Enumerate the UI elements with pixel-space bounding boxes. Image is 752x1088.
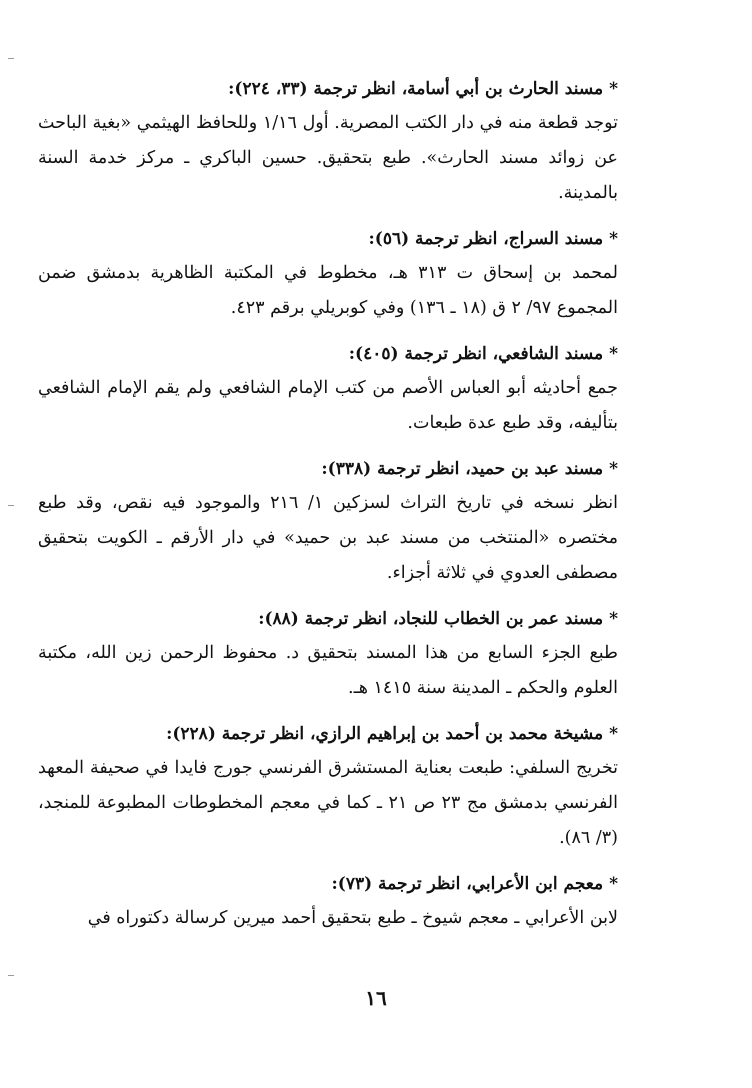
entry-musnad-al-harith [38,72,618,211]
entry-heading: مسند الشافعي، انظر ترجمة (٤٠٥): [348,344,604,364]
entry-body [38,901,618,936]
entry-musnad-umar [38,602,618,706]
entry-title [38,602,618,636]
entry-mashyakha-al-razi [38,717,618,856]
entry-musnad-abd-bin-humaid [38,452,618,591]
page-number: ١٦ [365,986,387,1010]
entry-body [38,106,618,211]
entry-bullet: * [609,874,618,894]
entry-text: جمع أحاديثه أبو العباس الأصم من كتب الإمام الشافعي ولم يقم الإمام الشافعي بتأليفه، وقد طبع عدة طبعات. [38,378,618,433]
entry-title [38,337,618,371]
entry-mujam-ibn-al-arabi [38,867,618,936]
entry-title [38,222,618,256]
entry-body [38,636,618,706]
entry-heading: مسند السراج، انظر ترجمة (٥٦): [368,229,604,249]
entry-bullet: * [609,724,618,744]
entry-musnad-al-sarraj [38,222,618,326]
entry-heading: مسند الحارث بن أبي أسامة، انظر ترجمة (٣٣، ٢٢٤): [228,79,604,99]
entry-title [38,72,618,106]
scan-margin-mark [8,505,14,506]
entry-bullet: * [609,459,618,479]
document-page [38,72,618,947]
entry-text: انظر نسخه في تاريخ التراث لسزكين ١/ ٢١٦ والموجود فيه نقص، وقد طبع مختصره «المنتخب من مسند عبد بن حميد» في دار الأرقم ـ الكويت بتحقيق مصطفى العدوي في ثلاثة أجزاء. [38,493,618,583]
entry-text: لابن الأعرابي ـ معجم شيوخ ـ طبع بتحقيق أحمد ميرين كرسالة دكتوراه في [87,908,618,928]
entry-heading: مسند عمر بن الخطاب للنجاد، انظر ترجمة (٨٨): [258,609,604,629]
entry-heading: مشيخة محمد بن أحمد بن إبراهيم الرازي، انظر ترجمة (٢٢٨): [166,724,604,744]
scan-margin-mark [8,58,14,59]
entry-heading: مسند عبد بن حميد، انظر ترجمة (٣٣٨): [321,459,604,479]
entry-musnad-al-shafii [38,337,618,441]
entry-heading: معجم ابن الأعرابي، انظر ترجمة (٧٣): [331,874,604,894]
entry-body [38,256,618,326]
entry-title [38,717,618,751]
entry-bullet: * [609,344,618,364]
entry-bullet: * [609,229,618,249]
entry-body [38,751,618,856]
scan-margin-mark [8,975,14,976]
entry-body [38,371,618,441]
entry-text: لمحمد بن إسحاق ت ٣١٣ هـ، مخطوط في المكتبة الظاهرية بدمشق ضمن المجموع ٩٧/ ٢ ق (١٨ ـ ١٣٦) وفي كوبريلي برقم ٤٢٣. [38,263,618,318]
entry-bullet: * [609,609,618,629]
entry-title [38,452,618,486]
entry-text: توجد قطعة منه في دار الكتب المصرية. أول ١/١٦ وللحافظ الهيثمي «بغية الباحث عن زوائد مسند الحارث». طبع بتحقيق. حسين الباكري ـ مركز خدمة السنة بالمدينة. [38,113,618,203]
entry-title [38,867,618,901]
entry-bullet: * [609,79,618,99]
entry-text: تخريج السلفي: طبعت بعناية المستشرق الفرنسي جورج فايدا في صحيفة المعهد الفرنسي بدمشق مج ٢٣ ص ٢١ ـ كما في معجم المخطوطات المطبوعة للمنجد، (٣/ ٨٦). [38,758,618,848]
entry-text: طبع الجزء السابع من هذا المسند بتحقيق د. محفوظ الرحمن زين الله، مكتبة العلوم والحكم ـ المدينة سنة ١٤١٥ هـ. [38,643,618,698]
entry-body [38,486,618,591]
